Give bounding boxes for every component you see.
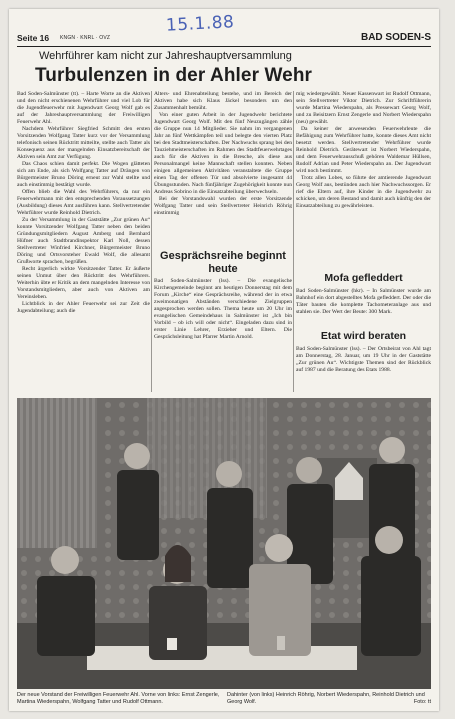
photo-caption-left: Der neue Vorstand der Freiwilligen Feuerwehr Ahl. Vorne von links: Ernst Zengerle, Martina Wiederspahn, Wolfgang Tatter und Rudolf Ottmann. [17, 692, 220, 705]
article-mofa [296, 288, 431, 326]
paragraph: Zu der Versammlung in der Gaststätte „Zur grünen Au“ konnte Vorsitzender Wolfgang Tatter neben den beiden Gründungsmitgliedern August Amberg und Bernhard Hüfner auch Stadtbrandinspektor Karl Noll, dessen Stellvertreter Winfried Kirchner, Bürgermeister Bruno Döring und Ortsvorsteher Ewald Wolf, die allesamt Grußworte sprachen, begrüßen. [17, 217, 150, 265]
article-column-2 [154, 91, 292, 246]
paragraph: Von einer guten Arbeit in der Jugendwehr berichtete Jugendwart Georg Wolf. Mit den fünf Neuzugängen zähle die Gruppe nun 14 Mitglieder. Sie nahm im vergangenen Jahr an fünf Wettkämpfen teil und belegte den vierten Platz bei den Stadtmeisterschaften. Der Nachwuchs sprang bei den Tauziehmeisterschaften im Rahmen des Stadtfeuerwehrtages auch für die Aktiven in die Bresche, als diese aus Personalmangel keine Mannschaft stellen konnten. Neben einigen allgemeinen Aktivitäten veranstaltete die Gruppe einen Tag der offenen Tür und absolvierte insgesamt 44 Übungsstunden. Nach fünfjähriger Zugehörigkeit konnte nun Andreas Sobrino in die Einsatzabteilung überwechseln. [154, 112, 292, 195]
article-etat [296, 346, 431, 392]
group-photo-image [17, 398, 431, 689]
column-divider [151, 91, 152, 392]
edition-codes: KNGN · KNRL · OVZ [60, 35, 111, 41]
paragraph: Recht ärgerlich wirkte Vorsitzender Tatter. Er äußerte seinen Unmut über den Rücktritt des Wehrführers. Weiterhin übte er Kritik an dem mangelnden Interesse von Vorstandsmitgliedern, aber auch von Aktiven am Vereinsleben. [17, 266, 150, 300]
section-title: BAD SODEN-S [360, 32, 431, 43]
paragraph: Bad Soden-Salmünster (hkr). – In Salmünster wurde am Bahnhof ein dort abgestelltes Mofa gefleddert. Der oder die Täter bauten die komplette Tachometeranlage aus und stahlen sie. Der Wert der Beute: 300 Mark. [296, 288, 431, 315]
paragraph: mig wiedergewählt. Neuer Kassenwart ist Rudolf Ottmann, sein Stellvertreter Viktor Dietrich. Zur Schriftführerin wurde Martina Wiederspahn, als Pressewart Georg Wolf, und zu Beisitzern Ernst Zengerle und Norbert Wiederspahn (neu) gewählt. [296, 91, 431, 125]
subheadline-etat: Etat wird beraten [320, 330, 407, 342]
page-header [17, 33, 431, 44]
paragraph: Bad Soden-Salmünster (lss). – Der Ortsbeirat von Ahl tagt am Donnerstag, 28. Januar, um 19 Uhr in der Gaststätte „Zur grünen Au“. Wichtigste Themen sind der Rückblick auf 1987 und die Beratung des Etats 1988. [296, 346, 431, 373]
paragraph: Das Chaos schien damit perfekt. Die Wogen glätteten sich am Ende, als sich Wolfgang Tatter auf Drängen von Bürgermeister Bruno Döring erneut zur Wahl stellte und auch einstimmig bestätigt wurde. [17, 161, 150, 188]
article-column-3 [296, 91, 431, 271]
handwritten-date: 15.1.88 [165, 12, 235, 36]
paragraph: Alters- und Ehrenabteilung bestehe, und im Bereich der Aktiven habe sich Klaus Jäckel besonders um den Zusammenhalt bemüht. [154, 91, 292, 111]
paragraph: Lichtblick in der Ahler Feuerwehr sei zur Zeit die Jugendabteilung; auch die [17, 301, 150, 314]
paragraph: Trotz allen Lobes, so führte der amtierende Jugendwart Georg Wolf aus, bestünden auch hier Nachwuchssorgen. Er rief die Eltern auf, ihre Kinder in die Jugendwehr zu schicken, um deren Bestand und damit auch künftig den der Einsatzabteilung zu gewährleisten. [296, 175, 431, 209]
subheadline-mofa: Mofa gefleddert [324, 272, 403, 284]
photo-caption-right [227, 692, 431, 706]
page-number: Seite 16 [17, 33, 50, 43]
photo-credit: Foto: tt [413, 699, 431, 705]
article-column-1 [17, 91, 150, 392]
paragraph: Bad Soden-Salmünster (lss). – Die evangelische Kirchengemeinde beginnt am heutigen Donnerstag mit dem Forum „Kirche“ eine Gesprächsreihe, während der in etwa zweimonatigen Abständen verschiedene Zielgruppen angesprochen werden sollen. Thema heute um 20 Uhr im evangelischen Gemeindehaus in Salmünster ist „Ich bin Vorbild – ob ich will oder nicht“. Eingeladen dazu sind in erster Linie Lehrer, Erzieher und Eltern. Die Gesprächsleitung hat Pfarrer Martin Arnold. [154, 278, 292, 340]
column-divider [293, 91, 294, 392]
subheadline-gespraechsreihe: Gesprächsreihe beginnt heute [160, 250, 286, 275]
paragraph: Nachdem Wehrführer Siegfried Schmitt den ersten Vorsitzenden Wolfgang Tatter kurz vor der Versammlung telefonisch seinen Rücktritt mitteilte, stellte auch Tatter als Konsequenz aus der mangelnden Einsatzbereitschaft der Aktiven sein Amt zur Verfügung. [17, 126, 150, 160]
header-rule [17, 46, 431, 47]
article-gespraechsreihe [154, 278, 292, 392]
newspaper-clipping [9, 9, 439, 711]
overline: Wehrführer kam nicht zur Jahreshauptversammlung [39, 50, 292, 62]
paragraph: Da keiner der anwesenden Feuerwehrleute die Befähigung zum Wehrführer hatte, konnte dieses Amt nicht besetzt werden. Stellvertretender Wehrführer wurde Reinhold Dietrich. Gerätewart ist Norbert Wiederspahn, und dem Feuerwehrausschuß gehören Waldemar Hüllsen, Rudolf Adrian und Peter Wiederspahn an. Der Jugendwart wird noch bestimmt. [296, 126, 431, 174]
paragraph: Bei der Vorstandswahl wurden der erste Vorsitzende Wolfgang Tatter und sein Stellvertreter Heinrich Röhrig einstimmig [154, 196, 292, 216]
paragraph: Bad Soden-Salmünster (tt). – Harte Worte an die Aktiven und den nicht erschienenen Wehrführer und viel Lob für die Jugendfeuerwehr mit Jugendwart Georg Wolf gab es auf der Jahreshauptversammlung der Freiwilligen Feuerwehr Ahl. [17, 91, 150, 125]
paragraph: Offen blieb die Wahl des Wehrführers, da nur ein Feuerwehrmann mit den entsprechenden Voraussetzungen (Ausbildung) dieses Amt ausführen kann. Stellvertretender Wehrführer wurde Reinhold Dietrich. [17, 189, 150, 216]
group-photo [17, 398, 431, 689]
headline: Turbulenzen in der Ahler Wehr [35, 65, 313, 86]
caption-text: Dahinter (von links) Heinrich Röhrig, Norbert Wiederspahn, Reinhold Dietrich und Georg Wolf. [227, 692, 425, 705]
